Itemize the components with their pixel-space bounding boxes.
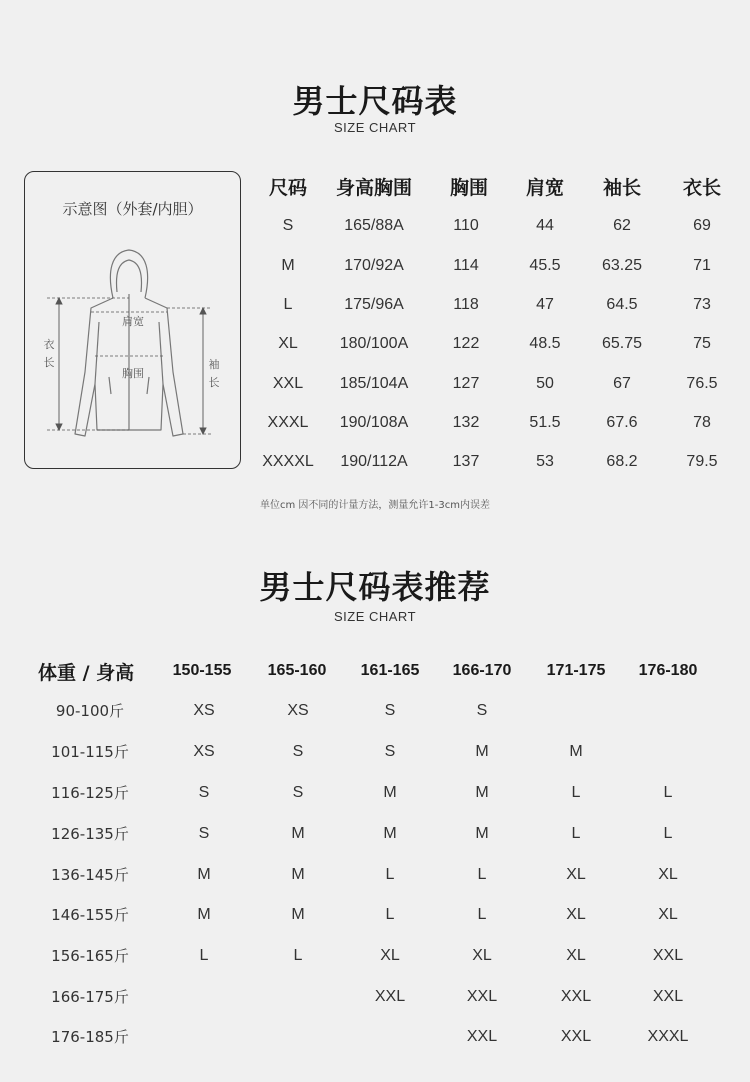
recommended-size: XL (472, 947, 492, 964)
recommended-size: XS (287, 702, 309, 719)
size-chart-subtitle: SIZE CHART (333, 120, 417, 135)
shoulder-label: 肩宽 (122, 315, 144, 328)
weight-range: 126-135斤 (51, 825, 129, 843)
size-table-cell: XXXXL (262, 453, 314, 470)
height-range-1: 150-155 (172, 662, 232, 679)
height-range-6: 176-180 (638, 662, 698, 679)
size-table-cell: 68.2 (606, 453, 638, 470)
recommended-size: XXXL (647, 1028, 689, 1045)
recommended-size: S (198, 784, 210, 801)
recommended-size: XXL (466, 988, 498, 1005)
header-chest: 胸围 (449, 177, 489, 199)
diagram-label: 示意图（外套/内胆） (62, 200, 203, 218)
size-table-cell: 78 (693, 414, 711, 431)
recommended-size: M (291, 906, 305, 923)
jacket-diagram (24, 171, 241, 469)
height-range-2: 165-160 (267, 662, 327, 679)
size-table-cell: 76.5 (686, 375, 718, 392)
recommended-size: M (197, 906, 211, 923)
recommended-size: XXL (466, 1028, 498, 1045)
chest-label: 胸围 (122, 367, 144, 380)
size-table-cell: 45.5 (529, 257, 561, 274)
recommended-size: L (663, 784, 673, 801)
recommended-size: XL (566, 866, 586, 883)
size-table-cell: 63.25 (601, 257, 643, 274)
size-table-cell: 180/100A (339, 335, 409, 352)
recommended-size: M (475, 825, 489, 842)
recommended-size: M (383, 825, 397, 842)
recommended-size: S (292, 743, 304, 760)
size-table-cell: 190/108A (339, 414, 409, 431)
size-table-cell: 73 (693, 296, 711, 313)
size-table-cell: 65.75 (601, 335, 643, 352)
size-table-cell: 71 (693, 257, 711, 274)
recommended-size: S (292, 784, 304, 801)
weight-range: 176-185斤 (51, 1028, 129, 1046)
weight-range: 90-100斤 (55, 702, 125, 720)
size-table-cell: 127 (452, 375, 480, 392)
recommended-size: L (293, 947, 303, 964)
measurement-note: 单位cm 因不同的计量方法，测量允许1-3cm内误差 (260, 500, 490, 511)
size-table-cell: 118 (453, 296, 479, 313)
size-table-cell: 67.6 (606, 414, 638, 431)
header-size: 尺码 (268, 177, 308, 199)
recommended-size: L (385, 866, 395, 883)
height-range-5: 171-175 (546, 662, 606, 679)
header-shoulder: 肩宽 (525, 177, 565, 199)
length-label-1: 衣 (43, 338, 55, 351)
size-table-cell: 114 (453, 257, 479, 274)
size-table-cell: 64.5 (606, 296, 638, 313)
size-table-cell: 110 (453, 217, 479, 234)
weight-height-corner: 体重 / 身高 (38, 662, 135, 684)
size-table-cell: 132 (452, 414, 480, 431)
size-chart-title: 男士尺码表 (292, 82, 458, 120)
recommended-size: M (569, 743, 583, 760)
recommended-size: L (663, 825, 673, 842)
recommended-size: M (197, 866, 211, 883)
size-table-cell: 48.5 (529, 335, 561, 352)
recommended-size: XXL (652, 988, 684, 1005)
height-range-3: 161-165 (360, 662, 420, 679)
recommended-size: XXL (652, 947, 684, 964)
recommended-size: S (476, 702, 488, 719)
recommended-size: L (385, 906, 395, 923)
size-table-cell: 175/96A (344, 296, 404, 313)
size-table-cell: 75 (693, 335, 711, 352)
size-table-cell: 67 (613, 375, 631, 392)
recommended-size: M (475, 743, 489, 760)
size-table-cell: XXL (272, 375, 304, 392)
size-table-cell: 122 (452, 335, 480, 352)
size-table-cell: 53 (536, 453, 554, 470)
size-table-cell: M (281, 257, 295, 274)
recommended-size: L (477, 866, 487, 883)
recommended-size: S (384, 743, 396, 760)
size-table-cell: 79.5 (686, 453, 718, 470)
weight-range: 116-125斤 (51, 784, 129, 802)
recommended-size: M (475, 784, 489, 801)
length-label-2: 长 (43, 356, 55, 369)
weight-range: 146-155斤 (51, 906, 129, 924)
recommendation-subtitle: SIZE CHART (333, 609, 417, 624)
header-height-chest: 身高胸围 (335, 177, 413, 199)
recommended-size: S (198, 825, 210, 842)
recommended-size: XL (566, 906, 586, 923)
sleeve-label-2: 长 (208, 376, 220, 389)
recommended-size: XL (658, 906, 678, 923)
size-table-cell: 62 (613, 217, 631, 234)
size-table-cell: 50 (536, 375, 554, 392)
weight-range: 136-145斤 (51, 866, 129, 884)
size-table-cell: 47 (536, 296, 554, 313)
weight-range: 101-115斤 (51, 743, 129, 761)
size-table-cell: 170/92A (344, 257, 404, 274)
recommended-size: S (384, 702, 396, 719)
weight-range: 156-165斤 (51, 947, 129, 965)
size-table-cell: 69 (693, 217, 711, 234)
recommended-size: XXL (560, 1028, 592, 1045)
recommended-size: XL (380, 947, 400, 964)
sleeve-label-1: 袖 (208, 358, 220, 371)
recommended-size: L (199, 947, 209, 964)
recommended-size: M (383, 784, 397, 801)
size-table-cell: XL (278, 335, 298, 352)
recommended-size: XS (193, 743, 215, 760)
header-length: 衣长 (682, 177, 722, 199)
recommended-size: L (477, 906, 487, 923)
size-table-cell: 190/112A (340, 453, 408, 470)
recommended-size: XXL (560, 988, 592, 1005)
jacket-illustration (25, 172, 242, 470)
size-table-cell: XXXL (267, 414, 309, 431)
recommendation-title: 男士尺码表推荐 (259, 568, 491, 606)
recommended-size: XL (658, 866, 678, 883)
height-range-4: 166-170 (452, 662, 512, 679)
size-table-cell: 44 (536, 217, 554, 234)
recommended-size: XXL (374, 988, 406, 1005)
recommended-size: XL (566, 947, 586, 964)
recommended-size: M (291, 825, 305, 842)
size-table-cell: 137 (452, 453, 480, 470)
size-table-cell: 51.5 (529, 414, 561, 431)
recommended-size: L (571, 784, 581, 801)
recommended-size: L (571, 825, 581, 842)
size-table-cell: 165/88A (344, 217, 404, 234)
weight-range: 166-175斤 (51, 988, 129, 1006)
recommended-size: XS (193, 702, 215, 719)
recommended-size: M (291, 866, 305, 883)
size-table-cell: S (282, 217, 294, 234)
size-table-cell: 185/104A (339, 375, 409, 392)
header-sleeve: 袖长 (602, 177, 642, 199)
size-table-cell: L (283, 296, 293, 313)
